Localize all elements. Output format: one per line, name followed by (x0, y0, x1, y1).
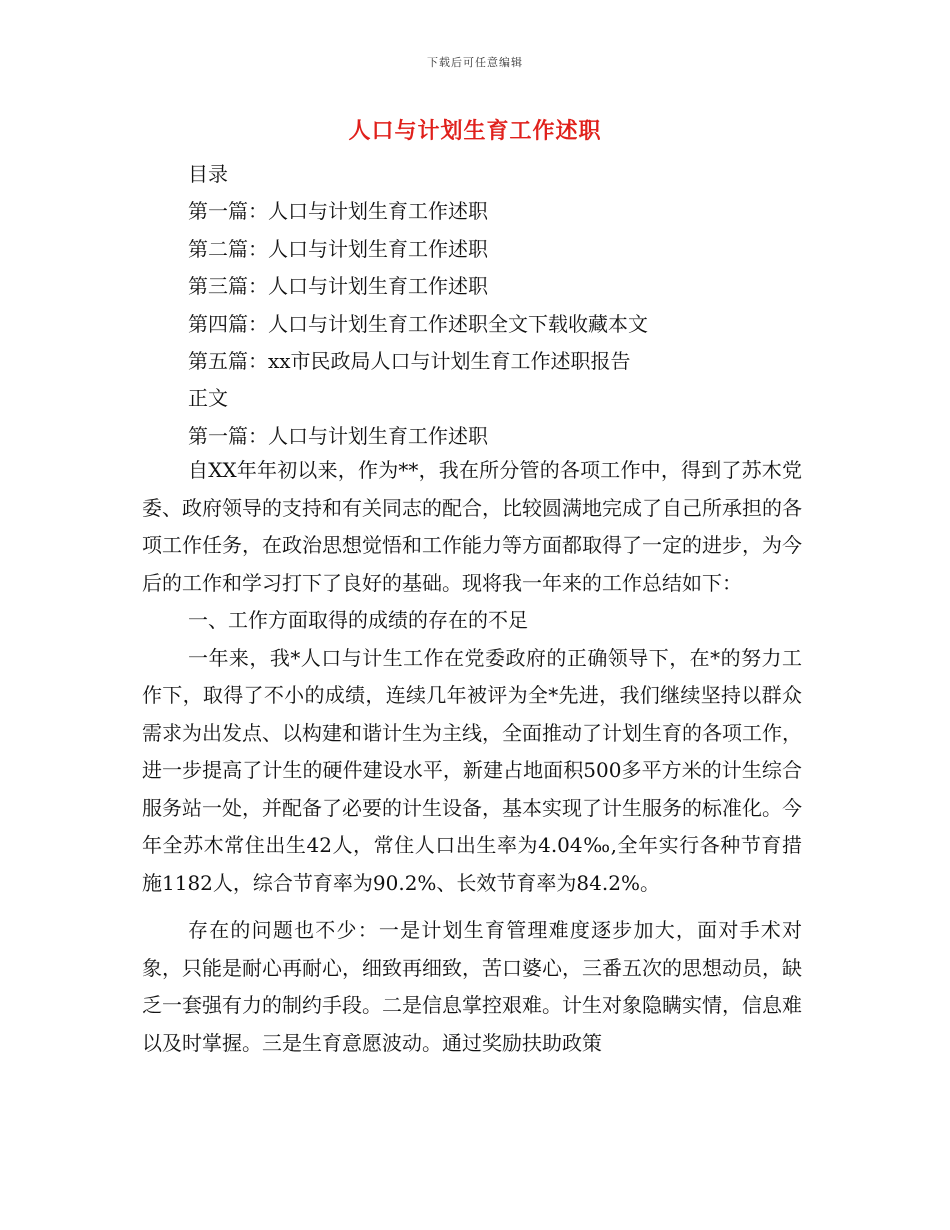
table-of-contents (188, 156, 808, 455)
header-note: 下载后可任意编辑 (427, 56, 523, 69)
chapter-heading: 第一篇：人口与计划生育工作述职 (188, 423, 488, 448)
document-title: 人口与计划生育工作述职 (348, 118, 602, 144)
toc-heading: 目录 (188, 162, 228, 186)
toc-item: 第三篇：人口与计划生育工作述职 (188, 274, 488, 299)
toc-item: 第四篇：人口与计划生育工作述职全文下载收藏本文 (188, 311, 648, 336)
body-paragraph: 一年来，我*人口与计生工作在党委政府的正确领导下，在*的努力工作下，取得了不小的成绩，连续几年被评为全*先进，我们继续坚持以群众需求为出发点、以构建和谐计生为主线，全面推动了计划生育的各项工作，进一步提高了计生的硬件建设水平，新建占地面积500多平方米的计生综合服务站一处，并配备了必要的计生设备，基本实现了计生服务的标准化。今年全苏木常住出生42人，常住人口出生率为4.04‰,全年实行各种节育措施1182人，综合节育率为90.2%、长效节育率为84.2%。 (142, 645, 802, 895)
body-text (142, 452, 802, 1062)
toc-item: 第五篇：xx市民政局人口与计划生育工作述职报告 (188, 348, 631, 373)
body-section-label: 正文 (188, 386, 228, 411)
toc-item: 第一篇：人口与计划生育工作述职 (188, 199, 488, 224)
section-heading: 一、工作方面取得的成绩的存在的不足 (188, 608, 528, 632)
body-paragraph: 存在的问题也不少：一是计划生育管理难度逐步加大，面对手术对象，只能是耐心再耐心，细致再细致，苦口婆心，三番五次的思想动员，缺乏一套强有力的制约手段。二是信息掌控艰难。计生对象隐瞒实情，信息难以及时掌握。三是生育意愿波动。通过奖励扶助政策 (142, 918, 802, 1055)
toc-item: 第二篇：人口与计划生育工作述职 (188, 236, 488, 261)
body-paragraph: 自XX年年初以来，作为**，我在所分管的各项工作中，得到了苏木党委、政府领导的支持和有关同志的配合，比较圆满地完成了自己所承担的各项工作任务，在政治思想觉悟和工作能力等方面都取得了一定的进步，为今后的工作和学习打下了良好的基础。现将我一年来的工作总结如下： (142, 458, 802, 595)
